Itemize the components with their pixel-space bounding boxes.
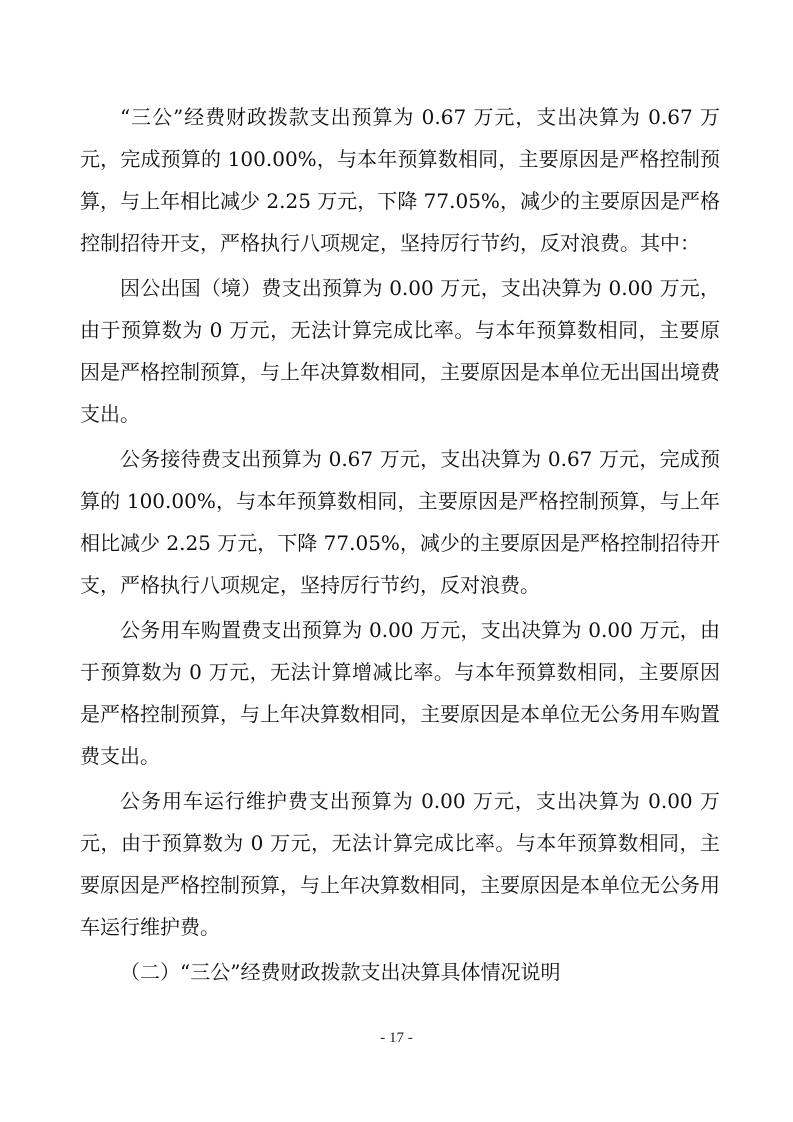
section-heading: （二）“三公”经费财政拨款支出决算具体情况说明 [120, 960, 561, 984]
paragraph-vehicle-operation: 公务用车运行维护费支出预算为 0.00 万元，支出决算为 0.00 万元，由于预算数为 0 万元，无法计算完成比率。与本年预算数相同，主要原因是严格控制预算，与上年决算数相同，主要原因是本单位无公务用车运行维护费。 [80, 789, 720, 939]
paragraph-vehicle-purchase: 公务用车购置费支出预算为 0.00 万元，支出决算为 0.00 万元，由于预算数为 0 万元，无法计算增减比率。与本年预算数相同，主要原因是严格控制预算，与上年决算数相同，主要原因是本单位无公务用车购置费支出。 [80, 618, 720, 768]
document-body [80, 96, 720, 993]
paragraph-official-reception: 公务接待费支出预算为 0.67 万元，支出决算为 0.67 万元，完成预算的 100.00%，与本年预算数相同，主要原因是严格控制预算，与上年相比减少 2.25 万元，下降 77.05%，减少的主要原因是严格控制招待开支，严格执行八项规定，坚持厉行节约，反对浪费。 [80, 447, 720, 597]
paragraph-three-public-summary: “三公”经费财政拨款支出预算为 0.67 万元，支出决算为 0.67 万元，完成预算的 100.00%，与本年预算数相同，主要原因是严格控制预算，与上年相比减少 2.25 万元，下降 77.05%，减少的主要原因是严格控制招待开支，严格执行八项规定，坚持厉行节约，反对浪费。其中： [80, 105, 720, 255]
page-number: - 17 - [380, 1030, 413, 1046]
paragraph-overseas-travel: 因公出国（境）费支出预算为 0.00 万元，支出决算为 0.00 万元，由于预算数为 0 万元，无法计算完成比率。与本年预算数相同，主要原因是严格控制预算，与上年决算数相同，主要原因是本单位无出国出境费支出。 [80, 276, 720, 426]
